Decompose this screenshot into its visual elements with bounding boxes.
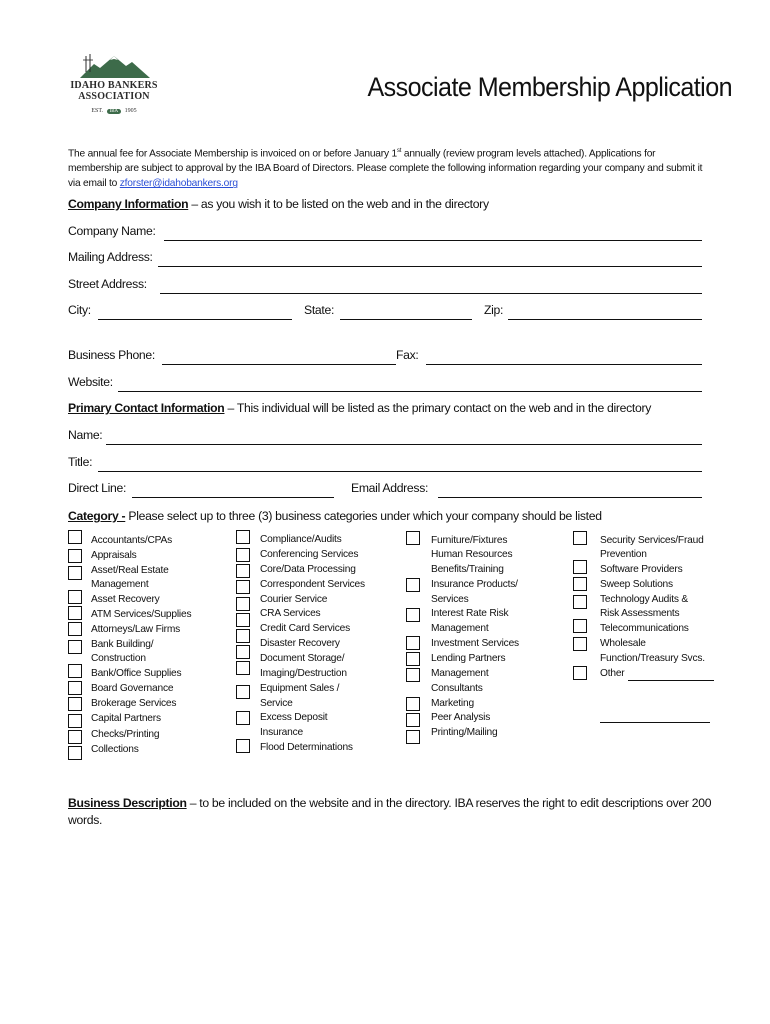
street-address-label: Street Address: (68, 277, 147, 291)
label-asset-recovery: Asset Recovery (91, 594, 160, 605)
label-human-resources: Human Resources (431, 549, 513, 560)
checkbox-attorneys[interactable] (68, 622, 82, 636)
label-printing-mailing: Printing/Mailing (431, 727, 498, 738)
checkbox-collections[interactable] (68, 746, 82, 760)
mailing-address-row (68, 250, 702, 268)
zip-label: Zip: (484, 303, 504, 317)
checkbox-excess-deposit[interactable] (236, 711, 250, 725)
label-service: Service (260, 698, 293, 709)
page-title: Associate Membership Application (367, 72, 732, 102)
contact-info-heading (68, 401, 651, 415)
logo-established (58, 108, 170, 114)
checkbox-peer-analysis[interactable] (406, 713, 420, 727)
category-heading (68, 509, 602, 523)
fax-field[interactable] (426, 364, 702, 365)
mailing-address-field[interactable] (158, 266, 702, 267)
label-appraisals: Appraisals (91, 550, 137, 561)
checkbox-sweep[interactable] (573, 577, 587, 591)
company-name-label: Company Name: (68, 224, 156, 238)
label-software: Software Providers (600, 564, 683, 575)
label-board-governance: Board Governance (91, 683, 174, 694)
label-interest-rate-risk: Interest Rate Risk (431, 608, 509, 619)
contact-title-label: Title: (68, 455, 93, 469)
street-address-field[interactable] (160, 293, 702, 294)
direct-line-label: Direct Line: (68, 481, 127, 495)
label-prevention: Prevention (600, 549, 647, 560)
label-peer-analysis: Peer Analysis (431, 712, 491, 723)
intro-sup: st (396, 148, 402, 154)
phone-fax-row (68, 348, 702, 366)
mountain-logo-icon (80, 52, 150, 80)
checkbox-core-data[interactable] (236, 564, 250, 578)
label-accountants: Accountants/CPAs (91, 535, 172, 546)
label-courier: Courier Service (260, 594, 328, 605)
label-checks-printing: Checks/Printing (91, 729, 160, 740)
label-capital-partners: Capital Partners (91, 713, 161, 724)
company-name-row (68, 224, 702, 242)
intro-paragraph (68, 144, 708, 191)
checkbox-telecommunications[interactable] (573, 619, 587, 633)
label-furniture: Furniture/Fixtures (431, 535, 508, 546)
label-correspondent: Correspondent Services (260, 579, 365, 590)
email-address-field[interactable] (438, 497, 702, 498)
mailing-address-label: Mailing Address: (68, 250, 153, 264)
company-info-heading (68, 197, 489, 211)
label-credit-card: Credit Card Services (260, 623, 350, 634)
checkbox-cra[interactable] (236, 613, 250, 627)
iba-logo (58, 52, 170, 122)
label-management-3: Management (431, 668, 489, 679)
label-security-services: Security Services/Fraud (600, 535, 704, 546)
description-heading-bold: Business Description (68, 796, 187, 810)
checkbox-compliance[interactable] (236, 530, 250, 544)
label-construction: Construction (91, 653, 146, 664)
checkbox-conferencing[interactable] (236, 548, 250, 562)
intro-text-1: The annual fee for Associate Membership is invoiced on or before January 1 (68, 148, 397, 160)
label-bank-building: Bank Building/ (91, 639, 154, 650)
website-field[interactable] (118, 391, 702, 392)
business-description-heading (68, 795, 718, 829)
label-insurance-products: Insurance Products/ (431, 579, 518, 590)
label-document-storage: Document Storage/ (260, 653, 345, 664)
label-core-data: Core/Data Processing (260, 564, 356, 575)
label-investment: Investment Services (431, 638, 519, 649)
label-conferencing: Conferencing Services (260, 549, 359, 560)
direct-email-row (68, 481, 702, 499)
logo-line1: IDAHO BANKERS (70, 80, 158, 91)
checkbox-investment[interactable] (406, 636, 420, 650)
other-field-2[interactable] (600, 722, 710, 723)
checkbox-credit-card[interactable] (236, 629, 250, 643)
label-cra: CRA Services (260, 608, 321, 619)
label-disaster-recovery: Disaster Recovery (260, 638, 340, 649)
checkbox-bank-office-supplies[interactable] (68, 664, 82, 678)
label-benefits: Benefits/Training (431, 564, 504, 575)
contact-heading-bold: Primary Contact Information (68, 401, 225, 415)
checkbox-courier[interactable] (236, 597, 250, 611)
label-brokerage: Brokerage Services (91, 698, 177, 709)
website-label: Website: (68, 375, 113, 389)
checkbox-equipment-sales[interactable] (236, 685, 250, 699)
state-field[interactable] (340, 319, 472, 320)
label-marketing: Marketing (431, 698, 474, 709)
intro-text-2: annually (review program levels attached). Applications for membership are subject to approval by the IBA Board of Directors. Please complete the following information regarding your company and submit it via email to (68, 148, 703, 190)
company-name-field[interactable] (164, 240, 702, 241)
checkbox-capital-partners[interactable] (68, 714, 82, 728)
logo-line2: ASSOCIATION (78, 91, 150, 102)
checkbox-document-storage[interactable] (236, 661, 250, 675)
checkbox-management-consultants[interactable] (406, 668, 420, 682)
checkbox-wholesale[interactable] (573, 637, 587, 651)
street-address-row (68, 277, 702, 295)
city-field[interactable] (98, 319, 292, 320)
checkbox-interest-rate-risk[interactable] (406, 608, 420, 622)
label-compliance: Compliance/Audits (260, 534, 342, 545)
checkbox-insurance-products[interactable] (406, 578, 420, 592)
checkbox-other[interactable] (573, 666, 587, 680)
label-flood: Flood Determinations (260, 742, 353, 753)
fax-label: Fax: (396, 348, 419, 362)
checkbox-appraisals[interactable] (68, 549, 82, 563)
label-atm-services: ATM Services/Supplies (91, 609, 192, 620)
checkbox-marketing[interactable] (406, 697, 420, 711)
label-asset-real-estate: Asset/Real Estate (91, 565, 169, 576)
email-link[interactable]: zforster@idahobankers.org (119, 178, 238, 190)
label-consultants: Consultants (431, 683, 483, 694)
checkbox-asset-real-estate[interactable] (68, 566, 82, 580)
label-equipment-sales: Equipment Sales / (260, 683, 340, 694)
website-row (68, 375, 702, 393)
contact-name-row (68, 428, 702, 446)
checkbox-technology-audits[interactable] (573, 595, 587, 609)
checkbox-correspondent[interactable] (236, 580, 250, 594)
zip-field[interactable] (508, 319, 702, 320)
logo-est-prefix: EST. (91, 108, 104, 114)
label-excess-deposit: Excess Deposit (260, 712, 328, 723)
logo-est-year: 1905 (124, 108, 137, 114)
label-imaging: Imaging/Destruction (260, 668, 347, 679)
checkbox-software[interactable] (573, 560, 587, 574)
logo-seal: IBA (107, 109, 122, 114)
company-heading-bold: Company Information (68, 197, 189, 211)
description-heading-rest: – to be included on the website and in the directory. IBA reserves the right to edit descriptions over 200 words. (68, 796, 712, 827)
checkbox-asset-recovery[interactable] (68, 590, 82, 604)
checkbox-security-services[interactable] (573, 531, 587, 545)
city-label: City: (68, 303, 91, 317)
checkbox-bank-building[interactable] (68, 640, 82, 654)
contact-name-label: Name: (68, 428, 103, 442)
label-attorneys: Attorneys/Law Firms (91, 624, 181, 635)
checkbox-lending-partners[interactable] (406, 652, 420, 666)
label-services: Services (431, 594, 469, 605)
label-sweep: Sweep Solutions (600, 579, 673, 590)
email-address-label: Email Address: (351, 481, 429, 495)
checkbox-furniture[interactable] (406, 531, 420, 545)
other-field[interactable] (628, 680, 714, 681)
city-state-zip-row (68, 303, 702, 321)
state-label: State: (304, 303, 335, 317)
category-heading-bold: Category - (68, 509, 126, 523)
contact-name-field[interactable] (106, 444, 702, 445)
business-phone-field[interactable] (162, 364, 396, 365)
label-function-treasury: Function/Treasury Svcs. (600, 653, 705, 664)
checkbox-accountants[interactable] (68, 530, 82, 544)
contact-title-row (68, 455, 702, 473)
label-bank-office-supplies: Bank/Office Supplies (91, 668, 182, 679)
label-other: Other (600, 668, 625, 679)
label-risk-assessments: Risk Assessments (600, 608, 680, 619)
checkbox-disaster-recovery[interactable] (236, 645, 250, 659)
company-heading-rest: – as you wish it to be listed on the web and in the directory (188, 197, 489, 211)
contact-heading-rest: – This individual will be listed as the primary contact on the web and in the directory (224, 401, 652, 415)
label-insurance: Insurance (260, 727, 303, 738)
label-technology-audits: Technology Audits & (600, 594, 688, 605)
label-collections: Collections (91, 744, 139, 755)
label-telecommunications: Telecommunications (600, 623, 689, 634)
checkbox-printing-mailing[interactable] (406, 730, 420, 744)
direct-line-field[interactable] (132, 497, 334, 498)
checkbox-atm-services[interactable] (68, 606, 82, 620)
label-management-2: Management (431, 623, 489, 634)
label-lending-partners: Lending Partners (431, 653, 506, 664)
label-wholesale: Wholesale (600, 638, 646, 649)
checkbox-brokerage[interactable] (68, 697, 82, 711)
checkbox-board-governance[interactable] (68, 681, 82, 695)
checkbox-checks-printing[interactable] (68, 730, 82, 744)
label-management-1: Management (91, 579, 149, 590)
checkbox-flood[interactable] (236, 739, 250, 753)
business-phone-label: Business Phone: (68, 348, 155, 362)
category-heading-rest: Please select up to three (3) business categories under which your company should be listed (125, 509, 602, 523)
contact-title-field[interactable] (98, 471, 702, 472)
